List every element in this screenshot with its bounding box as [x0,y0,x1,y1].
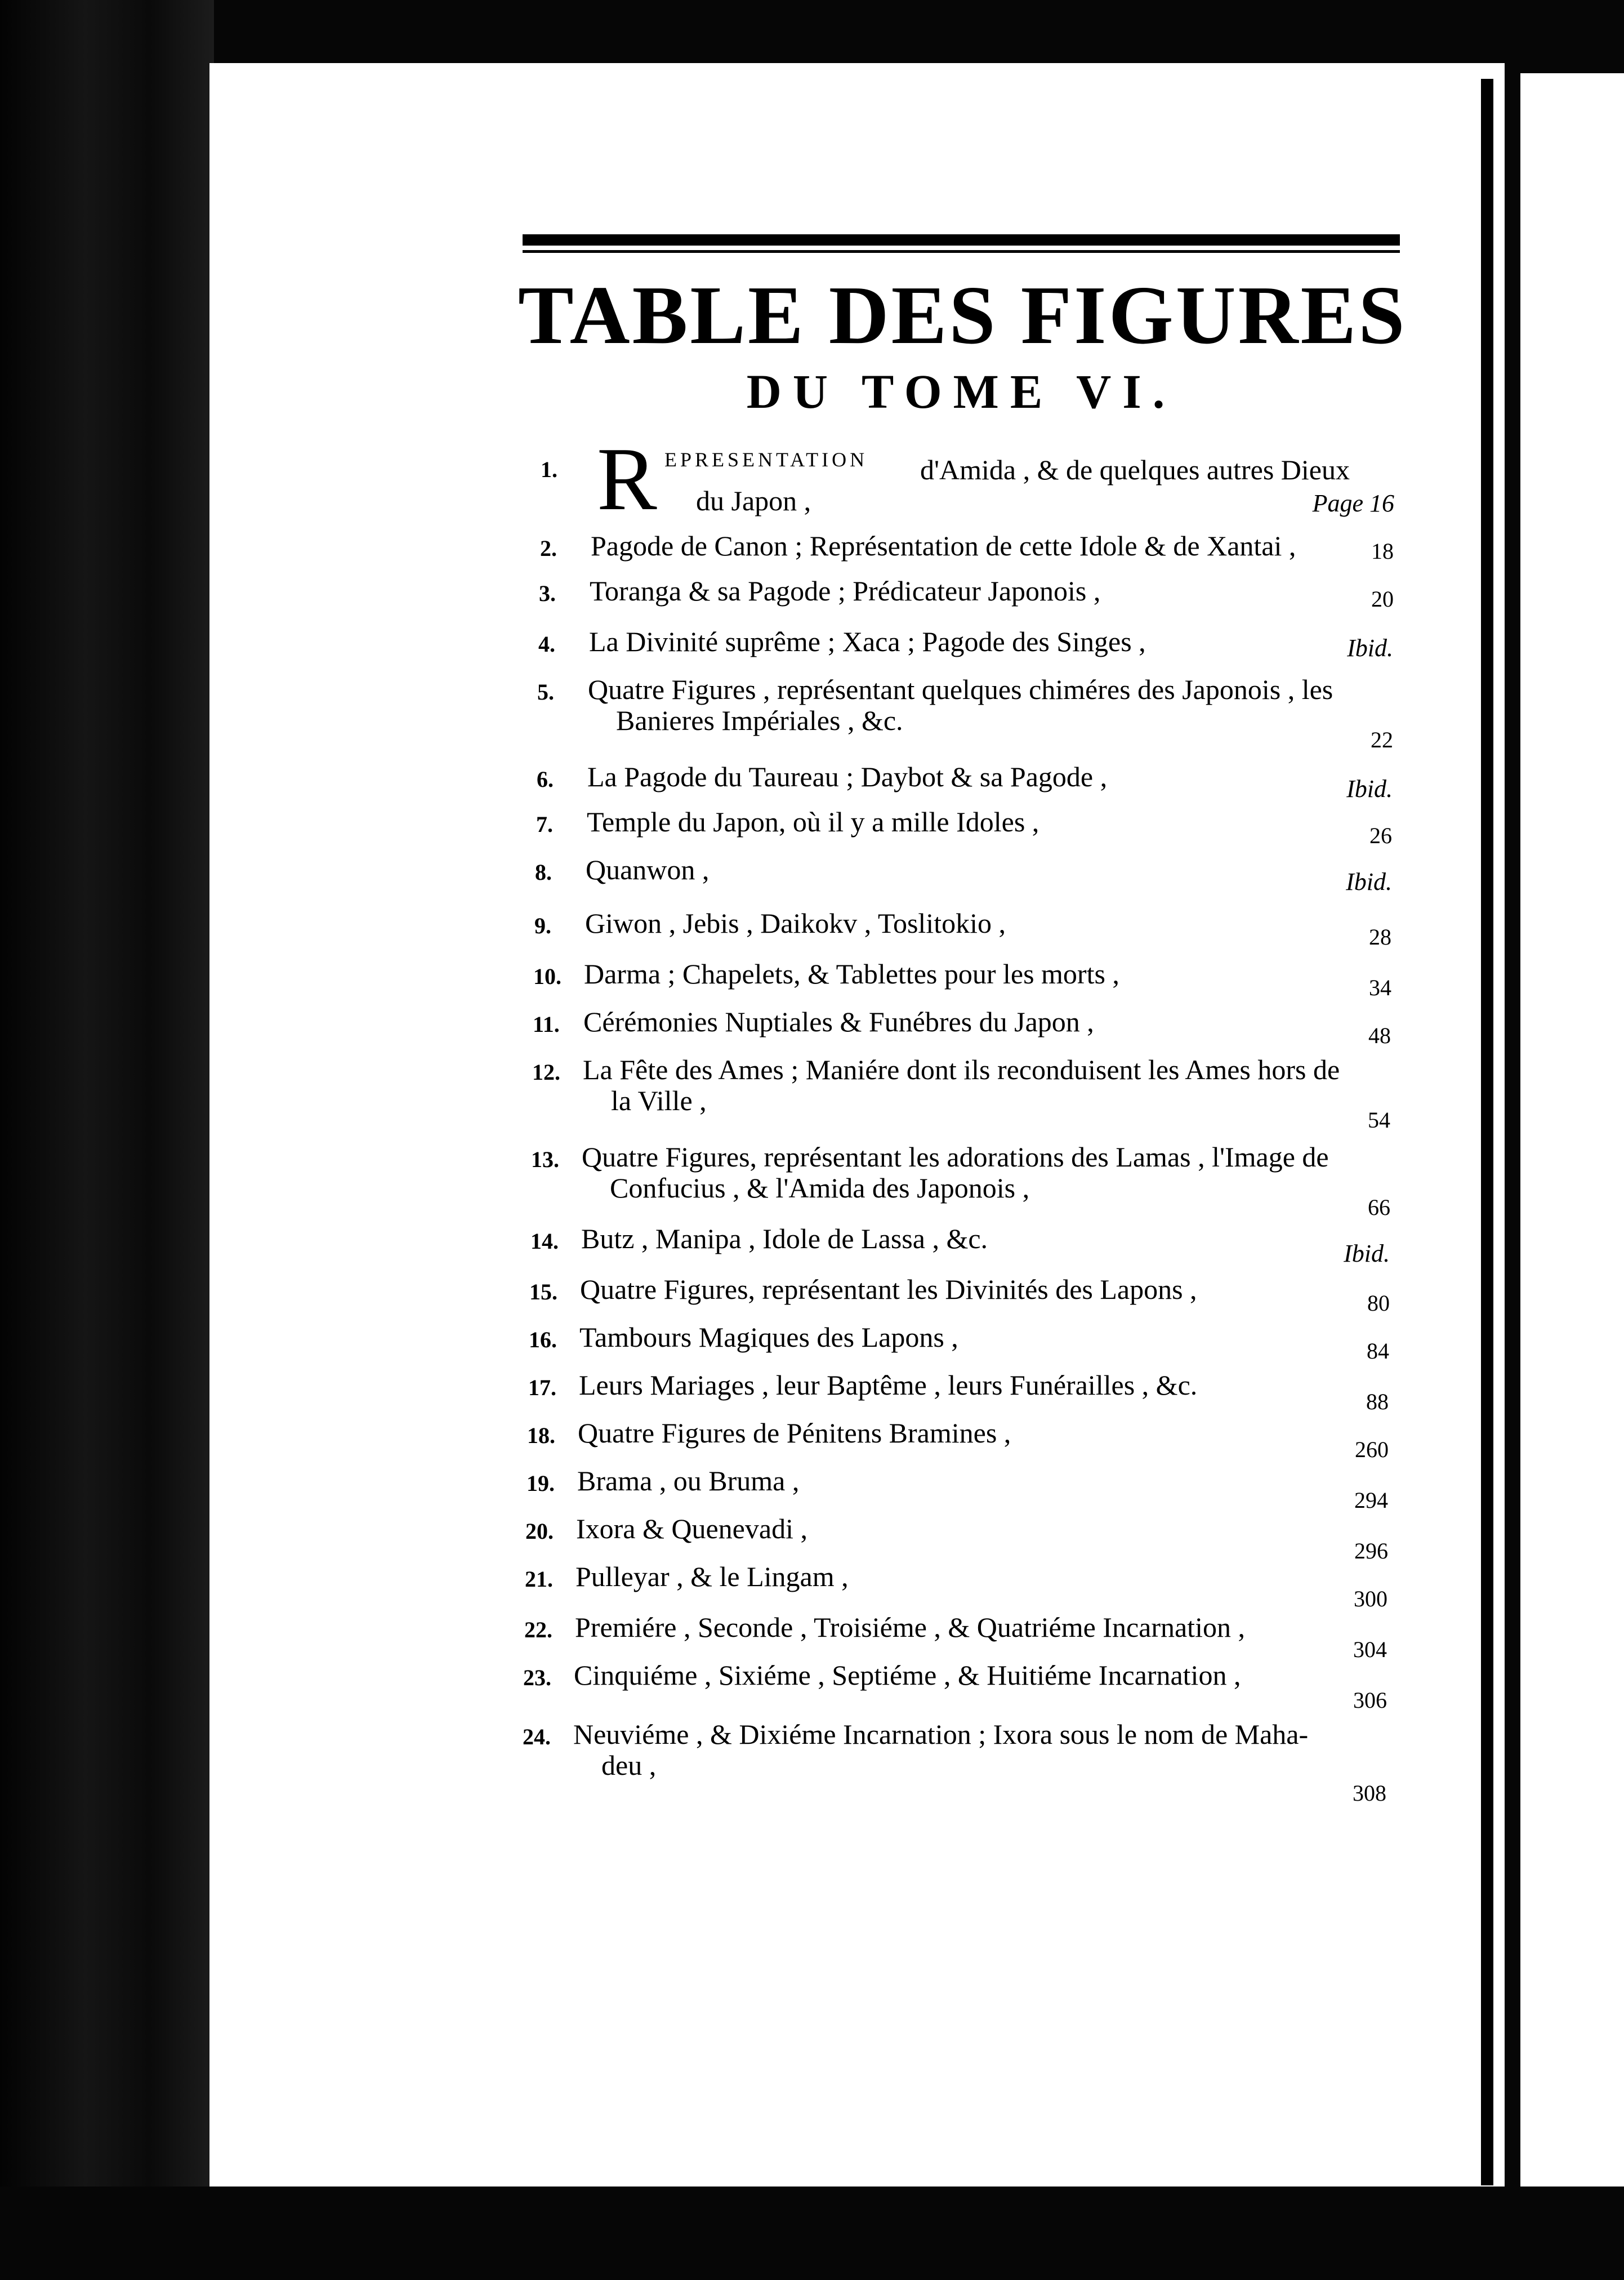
figure-number: 11. [533,1012,560,1037]
figure-number: 15. [529,1279,557,1304]
page-reference: 26 [1369,823,1392,848]
figure-title-line: la Ville , [611,1085,707,1116]
page-subtitle: DU TOME VI. [746,364,1176,418]
figure-title-line: La Divinité suprême ; Xaca ; Pagode des Singes , [589,626,1146,657]
page-reference: 296 [1354,1538,1388,1564]
figure-title-line: Banieres Impériales , &c. [616,705,903,736]
figure-number: 8. [535,860,552,885]
figure-title-line: Leurs Mariages , leur Baptême , leurs Funérailles , &c. [579,1369,1198,1401]
figure-title-line: La Fête des Ames ; Maniére dont ils reconduisent les Ames hors de [583,1054,1340,1085]
figure-title-line: Butz , Manipa , Idole de Lassa , &c. [581,1223,988,1254]
figure-number: 4. [538,631,555,657]
figure-title-line: La Pagode du Taureau ; Daybot & sa Pagode , [587,761,1108,792]
figure-title-line: Darma ; Chapelets, & Tablettes pour les morts , [584,958,1119,990]
page-reference: 28 [1369,924,1391,950]
figure-title-line: Pulleyar , & le Lingam , [575,1561,849,1592]
figure-title-line: Cinquiéme , Sixiéme , Septiéme , & Huitiéme Incarnation , [574,1659,1241,1691]
page-gutter [1481,79,1493,2185]
figure-title-line: Toranga & sa Pagode ; Prédicateur Japonois , [590,575,1101,607]
page-reference: Ibid. [1346,775,1393,803]
figure-number: 20. [525,1518,554,1544]
page-reference: 300 [1354,1586,1387,1611]
page-reference: 34 [1369,975,1391,1000]
page-reference: 48 [1368,1023,1391,1048]
header-rule-thick [523,234,1400,246]
figure-title-line: Tambours Magiques des Lapons , [579,1321,958,1353]
figure-number: 21. [525,1566,553,1592]
figure-number: 13. [531,1147,559,1172]
figure-number: 9. [534,913,551,938]
scan-bottom-border [0,2187,1624,2280]
figure-title-line: Cérémonies Nuptiales & Funébres du Japon , [583,1006,1094,1037]
page-reference: Ibid. [1346,868,1392,896]
figure-number: 23. [523,1665,551,1690]
page-reference: 294 [1354,1488,1388,1513]
figure-title-line: Brama , ou Bruma , [577,1465,800,1497]
figure-title-line: Ixora & Quenevadi , [576,1513,807,1544]
figure-title-line: Quatre Figures, représentant les Divinités des Lapons , [580,1273,1197,1305]
figure-number: 24. [523,1724,551,1749]
page-reference: 88 [1366,1389,1389,1414]
page-reference: 66 [1368,1195,1390,1220]
figure-number: 18. [527,1423,555,1448]
figure-title-line: Neuviéme , & Dixiéme Incarnation ; Ixora sous le nom de Maha- [573,1718,1309,1750]
figure-lead-smallcaps: EPRESENTATION [664,448,868,471]
figure-number: 14. [530,1228,559,1254]
figure-title-line: Quanwon , [586,854,710,885]
header-rule-thin [523,250,1400,253]
page-reference: 20 [1371,586,1394,612]
figure-number: 7. [536,812,553,837]
figure-title-line: Quatre Figures , représentant quelques chiméres des Japonois , les [588,674,1333,705]
page-title: TABLE DES FIGURES [518,269,1407,362]
figure-number: 6. [537,767,554,792]
figure-title-line: Confucius , & l'Amida des Japonois , [610,1172,1030,1204]
figure-title-line: d'Amida , & de quelques autres Dieux [920,454,1350,486]
page-reference: Ibid. [1347,634,1393,662]
page-reference: 22 [1371,727,1393,752]
figure-title-line: Quatre Figures de Pénitens Bramines , [578,1417,1011,1449]
figure-number: 10. [533,964,561,989]
page-reference: 18 [1371,538,1394,564]
figure-title-line: Premiére , Seconde , Troisiéme , & Quatriéme Incarnation , [575,1611,1245,1643]
facing-page-edge [1520,73,1624,2191]
figure-title-line: Pagode de Canon ; Représentation de cette Idole & de Xantai , [591,530,1296,562]
page-reference: 304 [1353,1637,1387,1662]
figure-number: 16. [529,1327,557,1352]
page-reference: 306 [1353,1687,1387,1713]
figure-number: 1. [541,457,557,482]
page-reference: Ibid. [1344,1240,1390,1267]
figure-number: 3. [539,581,556,606]
page-reference: 84 [1367,1338,1389,1364]
figure-title-line: deu , [601,1749,657,1781]
drop-cap: R [597,429,657,529]
page-reference: 80 [1367,1290,1390,1316]
page-reference: Page 16 [1312,489,1394,517]
page-reference: 308 [1353,1780,1386,1806]
figure-title-line: Temple du Japon, où il y a mille Idoles , [587,806,1039,838]
figure-title-line: Giwon , Jebis , Daikokv , Toslitokio , [585,907,1006,939]
page-reference: 260 [1355,1437,1389,1462]
book-binding [0,0,214,2280]
page-reference: 54 [1368,1107,1390,1133]
figure-number: 17. [528,1375,556,1400]
figure-title-line: du Japon , [696,485,811,516]
figure-number: 22. [524,1617,552,1642]
figure-number: 19. [527,1471,555,1496]
figure-number: 12. [532,1059,560,1085]
figure-number: 5. [537,679,554,705]
figure-number: 2. [540,536,557,561]
figure-title-line: Quatre Figures, représentant les adorations des Lamas , l'Image de [582,1141,1329,1173]
